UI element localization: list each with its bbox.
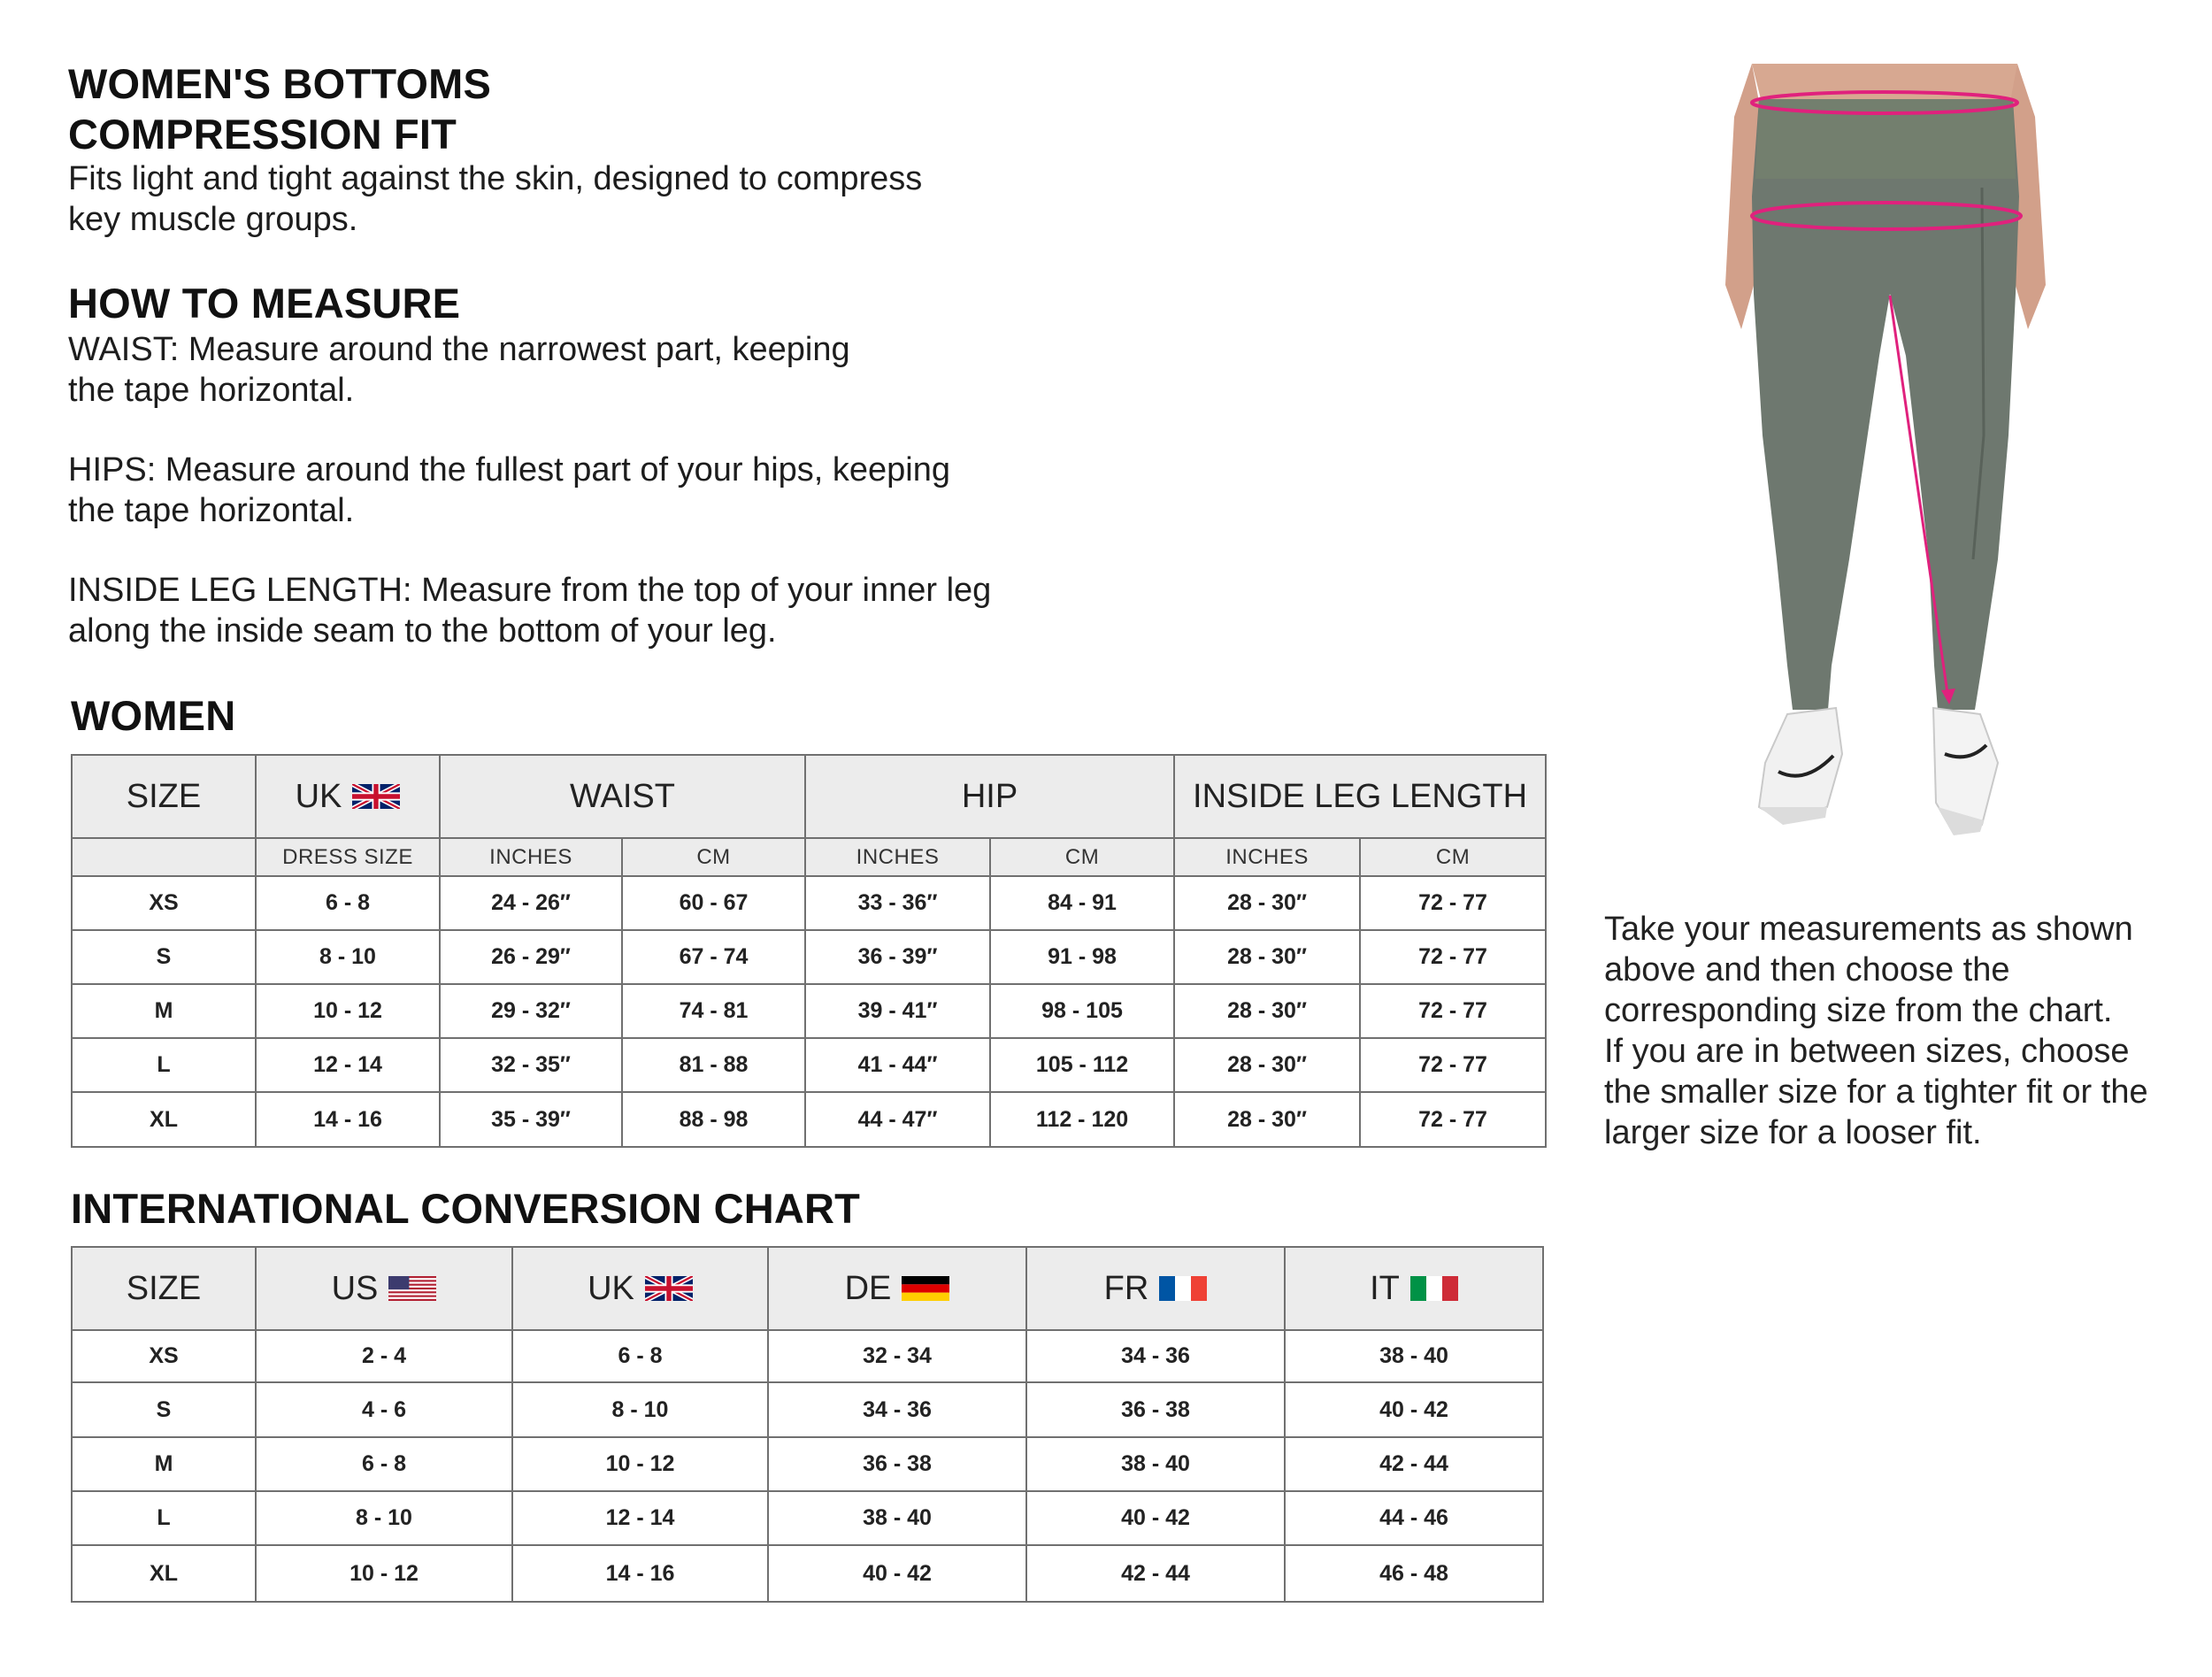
- table-cell: 14 - 16: [256, 1092, 440, 1147]
- table-cell: 98 - 105: [990, 984, 1174, 1038]
- table-cell: 26 - 29″: [440, 930, 622, 984]
- table-cell: 24 - 26″: [440, 876, 622, 930]
- women-subheader-waist-inches: INCHES: [440, 838, 622, 876]
- de-flag-icon: [902, 1276, 949, 1301]
- table-cell: 39 - 41″: [805, 984, 990, 1038]
- leg-instructions: [68, 570, 991, 651]
- how-to-measure-title: HOW TO MEASURE: [68, 280, 461, 327]
- table-cell: 72 - 77: [1360, 984, 1546, 1038]
- us-flag-icon: [388, 1276, 436, 1301]
- conversion-header-row: [72, 1247, 1543, 1330]
- table-cell: L: [72, 1038, 256, 1092]
- women-subheader-waist-cm: CM: [622, 838, 805, 876]
- women-subheader-leg-inches: INCHES: [1174, 838, 1360, 876]
- women-subheader-blank: [72, 838, 256, 876]
- table-cell: 72 - 77: [1360, 1092, 1546, 1147]
- note-line-3: corresponding size from the chart.: [1604, 992, 2113, 1029]
- table-cell: 81 - 88: [622, 1038, 805, 1092]
- table-row: [72, 1437, 1543, 1491]
- conversion-header-it-label: IT: [1370, 1269, 1400, 1307]
- table-cell: 8 - 10: [256, 1491, 512, 1545]
- note-line-2: above and then choose the: [1604, 951, 2010, 989]
- left-sneaker-sole: [1759, 807, 1827, 825]
- table-cell: M: [72, 984, 256, 1038]
- conversion-header-uk-label: UK: [588, 1269, 634, 1307]
- table-cell: 28 - 30″: [1174, 1038, 1360, 1092]
- product-title-line-1: WOMEN'S BOTTOMS: [68, 60, 492, 107]
- table-row: [72, 1382, 1543, 1437]
- table-cell: 44 - 46: [1285, 1491, 1543, 1545]
- table-cell: 72 - 77: [1360, 1038, 1546, 1092]
- table-cell: 29 - 32″: [440, 984, 622, 1038]
- left-sneaker: [1759, 708, 1842, 820]
- table-cell: 40 - 42: [1285, 1382, 1543, 1437]
- table-cell: 42 - 44: [1026, 1545, 1285, 1602]
- uk-flag-icon: [645, 1276, 693, 1301]
- it-flag-icon: [1410, 1276, 1458, 1301]
- table-cell: 36 - 39″: [805, 930, 990, 984]
- description-line-1: Fits light and tight against the skin, designed to compress: [68, 160, 923, 197]
- table-cell: 38 - 40: [768, 1491, 1026, 1545]
- women-subheader-hip-inches: INCHES: [805, 838, 990, 876]
- women-subheader-dress-size: DRESS SIZE: [256, 838, 440, 876]
- table-cell: 8 - 10: [256, 930, 440, 984]
- conversion-header-us-label: US: [331, 1269, 379, 1307]
- table-cell: 28 - 30″: [1174, 876, 1360, 930]
- conversion-header-us: [256, 1247, 512, 1330]
- size-advice-note: [1604, 909, 2206, 1153]
- table-cell: 46 - 48: [1285, 1545, 1543, 1602]
- table-cell: 44 - 47″: [805, 1092, 990, 1147]
- table-cell: 32 - 34: [768, 1330, 1026, 1382]
- table-cell: 72 - 77: [1360, 930, 1546, 984]
- fr-flag-icon: [1159, 1276, 1207, 1301]
- table-cell: 35 - 39″: [440, 1092, 622, 1147]
- table-row: [72, 1092, 1546, 1147]
- table-cell: 36 - 38: [768, 1437, 1026, 1491]
- table-cell: 10 - 12: [256, 984, 440, 1038]
- conversion-header-uk: [512, 1247, 768, 1330]
- table-cell: XL: [72, 1092, 256, 1147]
- table-cell: 40 - 42: [1026, 1491, 1285, 1545]
- table-cell: 32 - 35″: [440, 1038, 622, 1092]
- product-description: [68, 158, 922, 240]
- women-subheader-hip-cm: CM: [990, 838, 1174, 876]
- table-cell: 41 - 44″: [805, 1038, 990, 1092]
- waist-instructions: [68, 329, 850, 411]
- table-cell: 28 - 30″: [1174, 1092, 1360, 1147]
- table-cell: 112 - 120: [990, 1092, 1174, 1147]
- women-header-inside-leg: INSIDE LEG LENGTH: [1174, 755, 1546, 838]
- table-cell: 10 - 12: [512, 1437, 768, 1491]
- table-cell: 4 - 6: [256, 1382, 512, 1437]
- table-row: [72, 984, 1546, 1038]
- waist-line-2: the tape horizontal.: [68, 372, 355, 409]
- table-cell: 33 - 36″: [805, 876, 990, 930]
- table-cell: 6 - 8: [256, 1437, 512, 1491]
- table-row: [72, 1330, 1543, 1382]
- women-subheader-leg-cm: CM: [1360, 838, 1546, 876]
- note-line-6: larger size for a looser fit.: [1604, 1114, 1982, 1151]
- table-cell: 8 - 10: [512, 1382, 768, 1437]
- leggings-measurement-image: [1717, 64, 2070, 851]
- table-cell: 14 - 16: [512, 1545, 768, 1602]
- table-cell: 28 - 30″: [1174, 930, 1360, 984]
- table-row: [72, 930, 1546, 984]
- table-cell: 91 - 98: [990, 930, 1174, 984]
- table-cell: 10 - 12: [256, 1545, 512, 1602]
- table-cell: L: [72, 1491, 256, 1545]
- women-header-uk: [256, 755, 440, 838]
- table-cell: 88 - 98: [622, 1092, 805, 1147]
- table-cell: 2 - 4: [256, 1330, 512, 1382]
- table-cell: 42 - 44: [1285, 1437, 1543, 1491]
- table-cell: XS: [72, 1330, 256, 1382]
- table-cell: 105 - 112: [990, 1038, 1174, 1092]
- conversion-header-fr-label: FR: [1103, 1269, 1149, 1307]
- table-cell: 34 - 36: [1026, 1330, 1285, 1382]
- table-cell: 74 - 81: [622, 984, 805, 1038]
- women-header-row: [72, 755, 1546, 838]
- women-header-size: SIZE: [72, 755, 256, 838]
- table-cell: 40 - 42: [768, 1545, 1026, 1602]
- table-row: [72, 1491, 1543, 1545]
- table-cell: 36 - 38: [1026, 1382, 1285, 1437]
- table-cell: 38 - 40: [1285, 1330, 1543, 1382]
- conversion-header-fr: [1026, 1247, 1285, 1330]
- table-cell: 12 - 14: [512, 1491, 768, 1545]
- table-cell: S: [72, 1382, 256, 1437]
- hips-line-2: the tape horizontal.: [68, 492, 355, 529]
- women-size-table: [71, 754, 1547, 1148]
- table-cell: XL: [72, 1545, 256, 1602]
- note-line-4: If you are in between sizes, choose: [1604, 1033, 2130, 1070]
- note-line-5: the smaller size for a tighter fit or the: [1604, 1073, 2148, 1111]
- table-cell: 38 - 40: [1026, 1437, 1285, 1491]
- table-cell: 60 - 67: [622, 876, 805, 930]
- note-line-1: Take your measurements as shown: [1604, 911, 2133, 948]
- table-row: [72, 1038, 1546, 1092]
- table-cell: 84 - 91: [990, 876, 1174, 930]
- conversion-header-de: [768, 1247, 1026, 1330]
- conversion-table: [71, 1246, 1544, 1603]
- table-cell: 72 - 77: [1360, 876, 1546, 930]
- leg-line-1: INSIDE LEG LENGTH: Measure from the top of your inner leg: [68, 572, 992, 609]
- table-cell: S: [72, 930, 256, 984]
- table-cell: XS: [72, 876, 256, 930]
- conversion-header-it: [1285, 1247, 1543, 1330]
- women-header-hip: HIP: [805, 755, 1174, 838]
- table-row: [72, 1545, 1543, 1602]
- women-header-uk-label: UK: [295, 777, 342, 815]
- table-cell: 34 - 36: [768, 1382, 1026, 1437]
- table-cell: 28 - 30″: [1174, 984, 1360, 1038]
- table-cell: M: [72, 1437, 256, 1491]
- table-cell: 67 - 74: [622, 930, 805, 984]
- description-line-2: key muscle groups.: [68, 201, 358, 238]
- waist-line-1: WAIST: Measure around the narrowest part, keeping: [68, 331, 850, 368]
- hips-line-1: HIPS: Measure around the fullest part of your hips, keeping: [68, 451, 950, 488]
- table-row: [72, 876, 1546, 930]
- conversion-table-title: INTERNATIONAL CONVERSION CHART: [71, 1185, 861, 1232]
- conversion-header-de-label: DE: [844, 1269, 892, 1307]
- table-cell: 12 - 14: [256, 1038, 440, 1092]
- leggings: [1752, 99, 2019, 710]
- conversion-header-size: SIZE: [72, 1247, 256, 1330]
- women-subheader-row: [72, 838, 1546, 876]
- uk-flag-icon: [352, 784, 400, 809]
- women-table-title: WOMEN: [71, 692, 236, 739]
- hips-instructions: [68, 450, 950, 531]
- product-title: [68, 58, 491, 159]
- table-cell: 6 - 8: [512, 1330, 768, 1382]
- women-header-waist: WAIST: [440, 755, 805, 838]
- product-title-line-2: COMPRESSION FIT: [68, 111, 457, 158]
- table-cell: 6 - 8: [256, 876, 440, 930]
- leg-line-2: along the inside seam to the bottom of your leg.: [68, 612, 777, 650]
